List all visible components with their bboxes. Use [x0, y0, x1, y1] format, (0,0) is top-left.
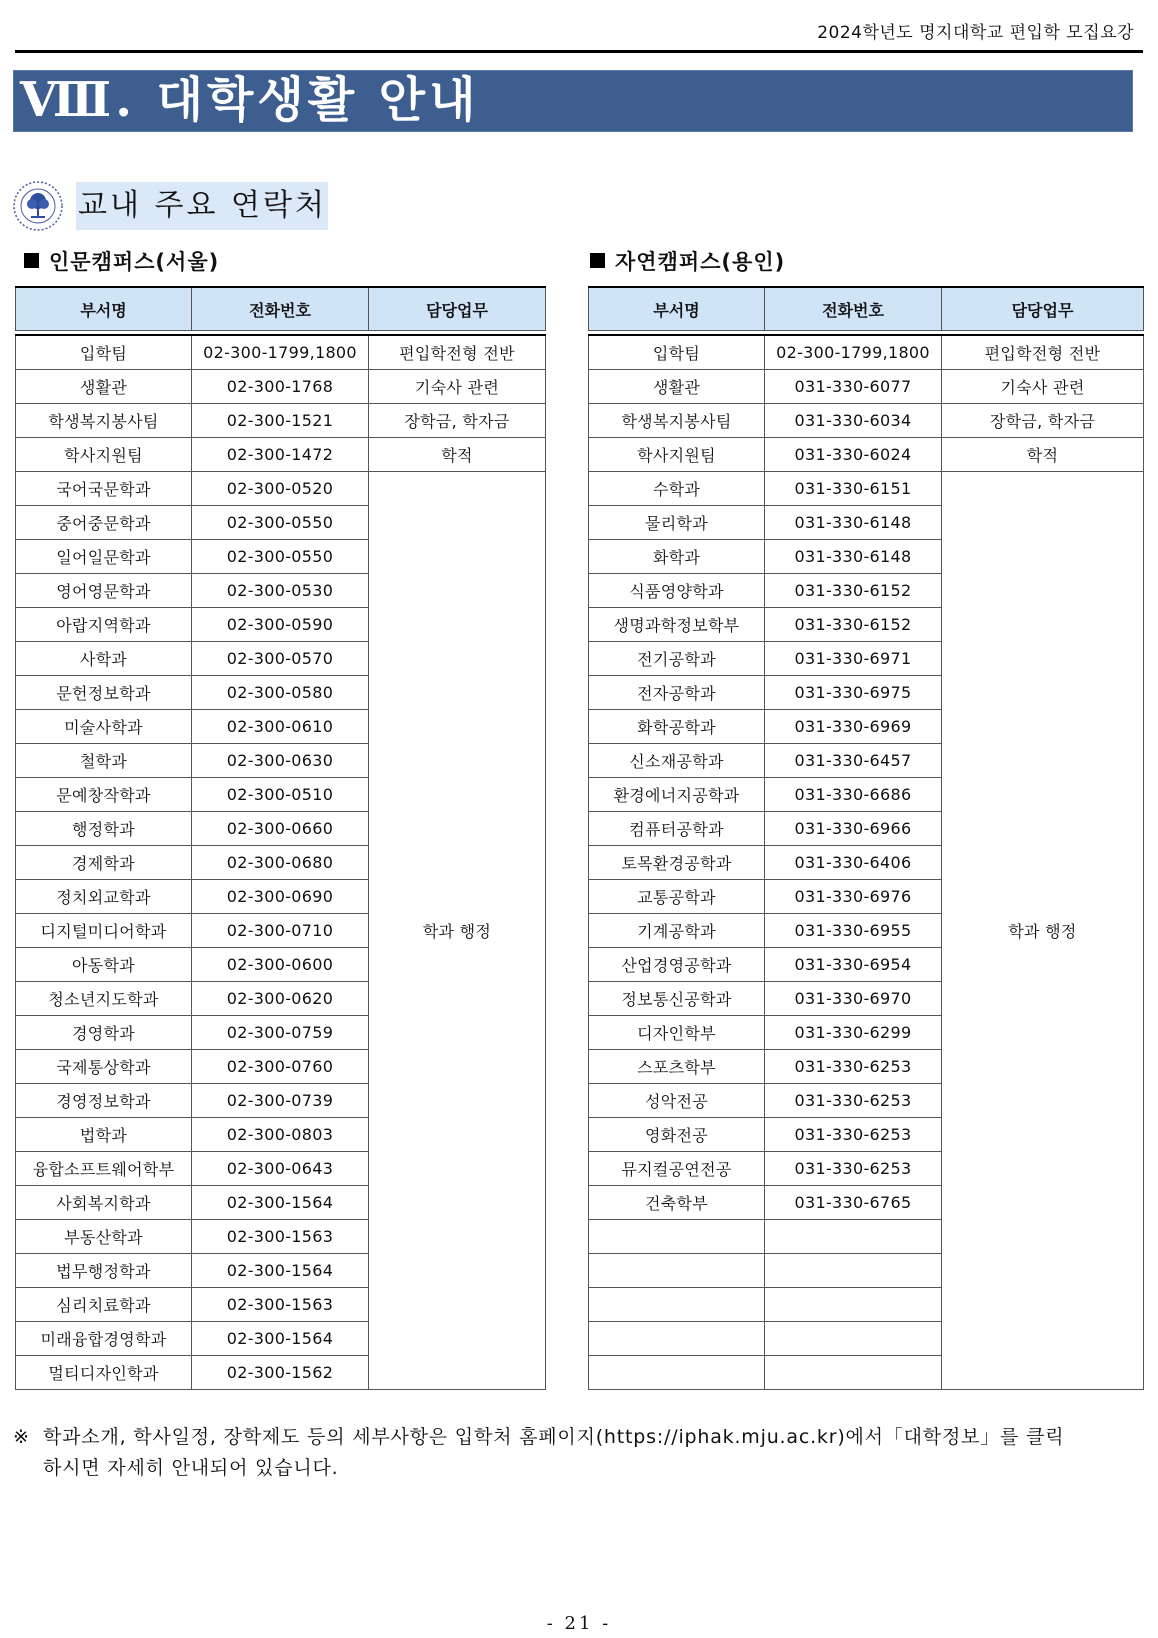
- department-cell: 경제학과: [16, 846, 192, 880]
- department-cell: 멀티디자인학과: [16, 1356, 192, 1390]
- column-header: 부서명: [16, 287, 192, 331]
- phone-cell: 02-300-0759: [192, 1016, 369, 1050]
- department-cell: 국제통상학과: [16, 1050, 192, 1084]
- phone-cell: 031-330-6457: [765, 744, 942, 778]
- department-cell: 생명과학정보학부: [589, 608, 765, 642]
- phone-cell: 031-330-6077: [765, 370, 942, 404]
- department-cell: 정보통신공학과: [589, 982, 765, 1016]
- phone-cell: 031-330-6253: [765, 1152, 942, 1186]
- phone-cell: 031-330-6148: [765, 506, 942, 540]
- department-cell: 아동학과: [16, 948, 192, 982]
- phone-cell: 031-330-6971: [765, 642, 942, 676]
- department-cell: 문헌정보학과: [16, 676, 192, 710]
- square-bullet-icon: [24, 253, 39, 268]
- table-row: [16, 472, 546, 506]
- table-row: [16, 438, 546, 472]
- merged-duty-cell: 학과 행정: [369, 472, 546, 1390]
- phone-cell: 02-300-1563: [192, 1288, 369, 1322]
- department-cell: 학사지원팀: [589, 438, 765, 472]
- column-header: 전화번호: [765, 287, 942, 331]
- phone-cell: 02-300-1768: [192, 370, 369, 404]
- department-cell: 화학과: [589, 540, 765, 574]
- subsection-title: 교내 주요 연락처: [78, 188, 327, 223]
- department-cell: 디지털미디어학과: [16, 914, 192, 948]
- phone-cell: 02-300-0680: [192, 846, 369, 880]
- phone-cell: 031-330-6024: [765, 438, 942, 472]
- department-cell: 토목환경공학과: [589, 846, 765, 880]
- department-cell: 건축학부: [589, 1186, 765, 1220]
- phone-cell: 031-330-6970: [765, 982, 942, 1016]
- table-row: [16, 370, 546, 404]
- phone-cell: 031-330-6253: [765, 1084, 942, 1118]
- phone-cell: 02-300-0520: [192, 472, 369, 506]
- department-cell: 경영학과: [16, 1016, 192, 1050]
- department-cell: 심리치료학과: [16, 1288, 192, 1322]
- department-cell: 스포츠학부: [589, 1050, 765, 1084]
- phone-cell: 02-300-1799,1800: [765, 335, 942, 370]
- department-cell: [589, 1288, 765, 1322]
- section-banner: [13, 70, 1133, 132]
- table-row: [589, 438, 1144, 472]
- document-header-title: 2024학년도 명지대학교 편입학 모집요강: [817, 23, 1134, 43]
- department-cell: [589, 1356, 765, 1390]
- phone-cell: 031-330-6976: [765, 880, 942, 914]
- duty-cell: 장학금, 학자금: [942, 404, 1144, 438]
- phone-cell: 02-300-0760: [192, 1050, 369, 1084]
- department-cell: 아랍지역학과: [16, 608, 192, 642]
- department-cell: 철학과: [16, 744, 192, 778]
- department-cell: 학사지원팀: [16, 438, 192, 472]
- department-cell: 생활관: [589, 370, 765, 404]
- department-cell: 경영정보학과: [16, 1084, 192, 1118]
- phone-cell: 02-300-0739: [192, 1084, 369, 1118]
- phone-cell: 02-300-1563: [192, 1220, 369, 1254]
- phone-cell: 031-330-6034: [765, 404, 942, 438]
- note-mark: ※: [13, 1426, 30, 1448]
- department-cell: 청소년지도학과: [16, 982, 192, 1016]
- department-cell: 국어국문학과: [16, 472, 192, 506]
- phone-cell: 02-300-1472: [192, 438, 369, 472]
- phone-cell: 02-300-0530: [192, 574, 369, 608]
- department-cell: 학생복지봉사팀: [16, 404, 192, 438]
- duty-cell: 기숙사 관련: [942, 370, 1144, 404]
- square-bullet-icon: [590, 253, 605, 268]
- phone-cell: 031-330-6151: [765, 472, 942, 506]
- phone-cell: 02-300-0803: [192, 1118, 369, 1152]
- department-cell: 기계공학과: [589, 914, 765, 948]
- table-row: [589, 472, 1144, 506]
- department-cell: 전기공학과: [589, 642, 765, 676]
- duty-cell: 학적: [942, 438, 1144, 472]
- phone-cell: 02-300-0550: [192, 540, 369, 574]
- phone-cell: 02-300-0570: [192, 642, 369, 676]
- phone-cell: 031-330-6969: [765, 710, 942, 744]
- phone-cell: 02-300-0510: [192, 778, 369, 812]
- duty-cell: 편입학전형 전반: [942, 335, 1144, 370]
- phone-cell: 02-300-0620: [192, 982, 369, 1016]
- phone-cell: 031-330-6686: [765, 778, 942, 812]
- department-cell: 컴퓨터공학과: [589, 812, 765, 846]
- department-cell: 전자공학과: [589, 676, 765, 710]
- phone-cell: 031-330-6975: [765, 676, 942, 710]
- note-line-1: 학과소개, 학사일정, 장학제도 등의 세부사항은 입학처 홈페이지(https://iphak.mju.ac.kr)에서「대학정보」를 클릭: [43, 1426, 1065, 1448]
- campus-heading-seoul-label: 인문캠퍼스(서울): [49, 250, 220, 274]
- phone-cell: 031-330-6966: [765, 812, 942, 846]
- department-cell: 문예창작학과: [16, 778, 192, 812]
- table-row: [16, 335, 546, 370]
- table-row: [589, 404, 1144, 438]
- phone-cell: 02-300-0660: [192, 812, 369, 846]
- column-header: 전화번호: [192, 287, 369, 331]
- department-cell: [589, 1254, 765, 1288]
- phone-cell: [765, 1322, 942, 1356]
- phone-cell: 031-330-6954: [765, 948, 942, 982]
- department-cell: 환경에너지공학과: [589, 778, 765, 812]
- phone-cell: 02-300-1799,1800: [192, 335, 369, 370]
- merged-duty-cell: 학과 행정: [942, 472, 1144, 1390]
- university-emblem-icon: [12, 180, 64, 232]
- phone-cell: 031-330-6148: [765, 540, 942, 574]
- phone-cell: 02-300-0550: [192, 506, 369, 540]
- phone-cell: 02-300-0710: [192, 914, 369, 948]
- department-cell: 산업경영공학과: [589, 948, 765, 982]
- contact-table-yongin: [588, 286, 1144, 1390]
- department-cell: 융합소프트웨어학부: [16, 1152, 192, 1186]
- phone-cell: 02-300-0610: [192, 710, 369, 744]
- department-cell: 화학공학과: [589, 710, 765, 744]
- department-cell: 정치외교학과: [16, 880, 192, 914]
- department-cell: 교통공학과: [589, 880, 765, 914]
- section-title: Ⅷ. 대학생활 안내: [20, 72, 480, 128]
- phone-cell: 031-330-6152: [765, 574, 942, 608]
- campus-heading-yongin-label: 자연캠퍼스(용인): [615, 250, 786, 274]
- table-row: [589, 370, 1144, 404]
- department-cell: [589, 1220, 765, 1254]
- department-cell: 성악전공: [589, 1084, 765, 1118]
- department-cell: 수학과: [589, 472, 765, 506]
- header-rule: [15, 50, 1143, 53]
- department-cell: 디자인학부: [589, 1016, 765, 1050]
- phone-cell: 02-300-0630: [192, 744, 369, 778]
- department-cell: 중어중문학과: [16, 506, 192, 540]
- department-cell: 학생복지봉사팀: [589, 404, 765, 438]
- duty-cell: 기숙사 관련: [369, 370, 546, 404]
- phone-cell: 02-300-0690: [192, 880, 369, 914]
- campus-heading-seoul: [24, 246, 219, 276]
- column-header: 담당업무: [369, 287, 546, 331]
- department-cell: 물리학과: [589, 506, 765, 540]
- department-cell: 식품영양학과: [589, 574, 765, 608]
- department-cell: 입학팀: [16, 335, 192, 370]
- department-cell: 신소재공학과: [589, 744, 765, 778]
- footnote: [13, 1422, 1143, 1484]
- table-row: [16, 404, 546, 438]
- department-cell: 미래융합경영학과: [16, 1322, 192, 1356]
- phone-cell: [765, 1254, 942, 1288]
- department-cell: 일어일문학과: [16, 540, 192, 574]
- department-cell: 사회복지학과: [16, 1186, 192, 1220]
- phone-cell: 031-330-6253: [765, 1118, 942, 1152]
- column-header: 담당업무: [942, 287, 1144, 331]
- phone-cell: [765, 1288, 942, 1322]
- department-cell: 사학과: [16, 642, 192, 676]
- department-cell: 뮤지컬공연전공: [589, 1152, 765, 1186]
- phone-cell: 02-300-0580: [192, 676, 369, 710]
- phone-cell: [765, 1220, 942, 1254]
- department-cell: 영어영문학과: [16, 574, 192, 608]
- phone-cell: 02-300-1564: [192, 1186, 369, 1220]
- phone-cell: 031-330-6253: [765, 1050, 942, 1084]
- phone-cell: 02-300-1564: [192, 1322, 369, 1356]
- page-number: - 21 -: [546, 1613, 612, 1634]
- campus-heading-yongin: [590, 246, 785, 276]
- department-cell: 생활관: [16, 370, 192, 404]
- department-cell: 법무행정학과: [16, 1254, 192, 1288]
- phone-cell: 031-330-6406: [765, 846, 942, 880]
- phone-cell: 02-300-1562: [192, 1356, 369, 1390]
- phone-cell: 031-330-6955: [765, 914, 942, 948]
- subsection-title-box: [76, 182, 328, 230]
- note-line-2: 하시면 자세히 안내되어 있습니다.: [43, 1457, 339, 1479]
- contact-table-seoul: [15, 286, 546, 1390]
- duty-cell: 학적: [369, 438, 546, 472]
- department-cell: 입학팀: [589, 335, 765, 370]
- phone-cell: 02-300-0590: [192, 608, 369, 642]
- phone-cell: 031-330-6152: [765, 608, 942, 642]
- table-row: [589, 335, 1144, 370]
- duty-cell: 장학금, 학자금: [369, 404, 546, 438]
- phone-cell: 02-300-0600: [192, 948, 369, 982]
- phone-cell: 031-330-6765: [765, 1186, 942, 1220]
- column-header: 부서명: [589, 287, 765, 331]
- phone-cell: 02-300-1564: [192, 1254, 369, 1288]
- phone-cell: 02-300-1521: [192, 404, 369, 438]
- department-cell: 부동산학과: [16, 1220, 192, 1254]
- phone-cell: [765, 1356, 942, 1390]
- department-cell: 행정학과: [16, 812, 192, 846]
- department-cell: 영화전공: [589, 1118, 765, 1152]
- department-cell: 법학과: [16, 1118, 192, 1152]
- phone-cell: 031-330-6299: [765, 1016, 942, 1050]
- duty-cell: 편입학전형 전반: [369, 335, 546, 370]
- department-cell: 미술사학과: [16, 710, 192, 744]
- department-cell: [589, 1322, 765, 1356]
- phone-cell: 02-300-0643: [192, 1152, 369, 1186]
